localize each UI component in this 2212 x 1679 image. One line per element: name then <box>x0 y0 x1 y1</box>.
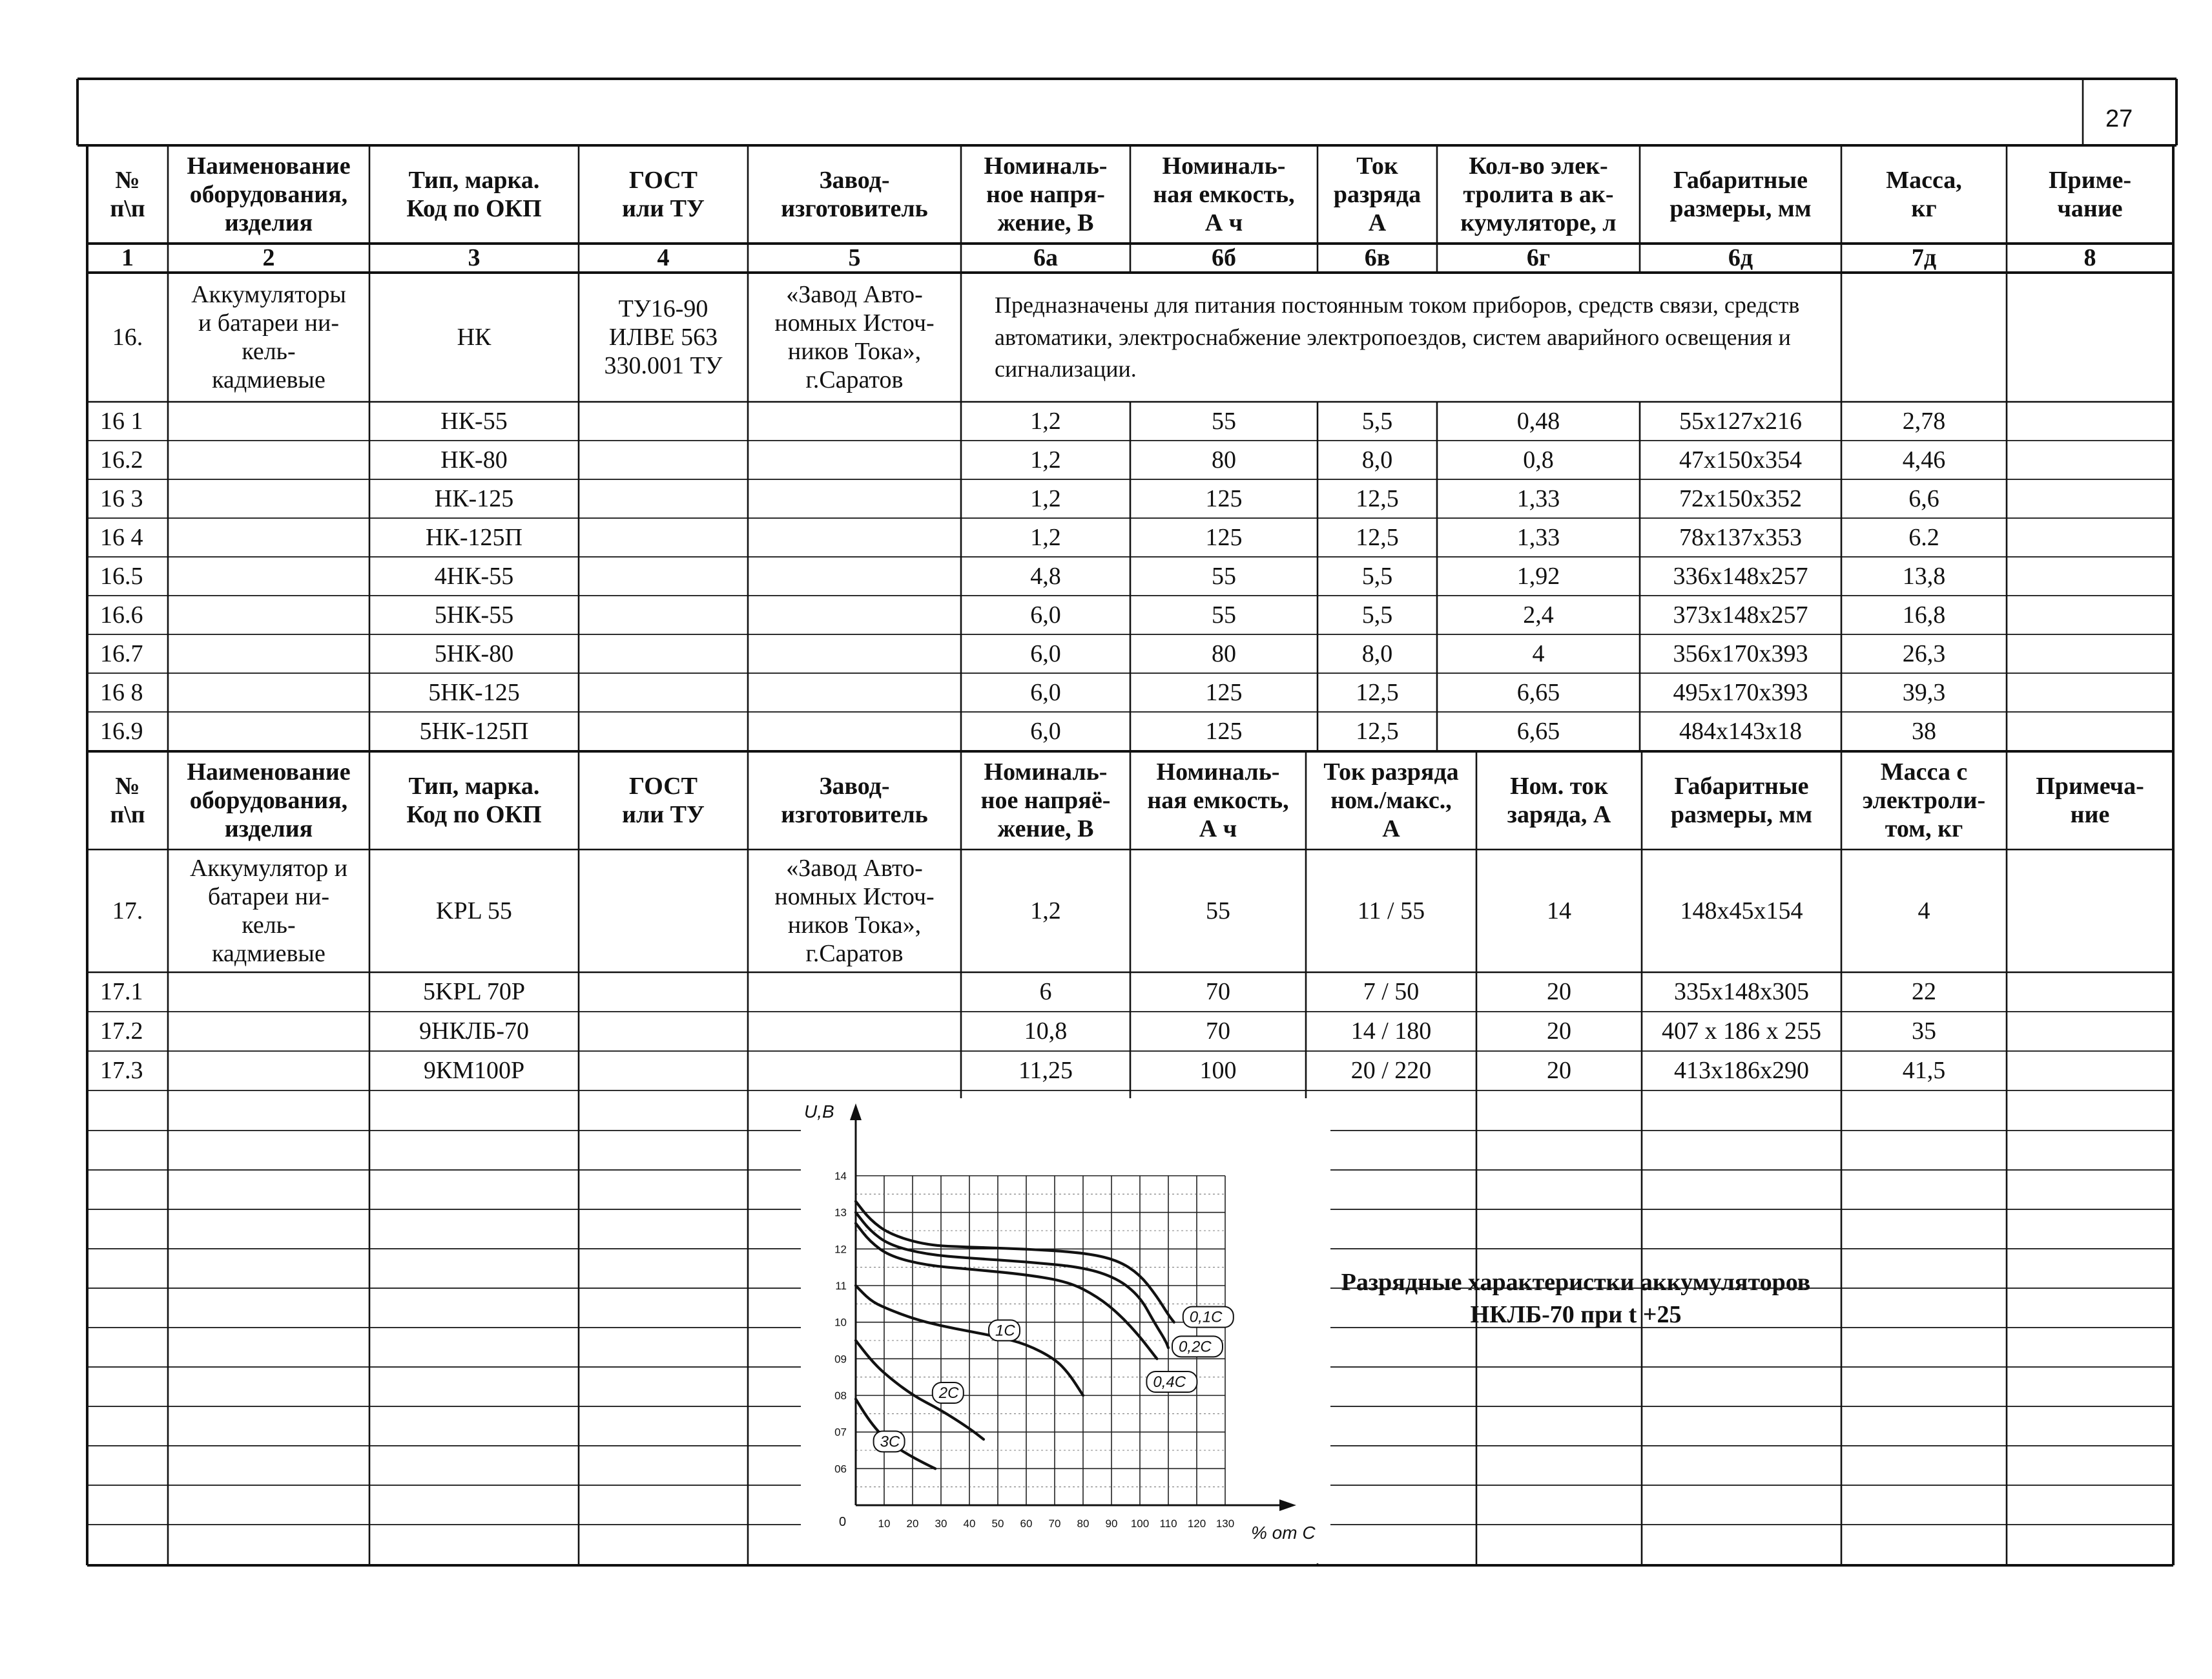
row-dims: 336x148x257 <box>1673 562 1808 590</box>
row-electrolyte: 1,33 <box>1516 523 1560 551</box>
x-tick-label: 90 <box>1105 1517 1118 1530</box>
header2-plant: Завод- изготовитель <box>781 772 928 828</box>
y-tick-label: 11 <box>835 1280 847 1292</box>
row-num: 16 1 <box>100 407 143 435</box>
row-current: 12,5 <box>1356 678 1399 706</box>
row-voltage: 6,0 <box>1030 717 1061 745</box>
row-type: 5НК-125 <box>428 678 520 706</box>
series-label: 0,2С <box>1179 1338 1212 1356</box>
series-label: 0,1С <box>1189 1308 1223 1326</box>
row-mass: 2,78 <box>1902 407 1946 435</box>
row-num: 16.7 <box>100 640 143 667</box>
row-dims: 78x137x353 <box>1679 523 1802 551</box>
row-type: 5KPL 70P <box>422 978 525 1006</box>
x-tick-label: 110 <box>1159 1517 1177 1530</box>
row-num: 17.3 <box>100 1057 143 1085</box>
group17-dims: 148x45x154 <box>1680 897 1803 924</box>
row-num: 16 3 <box>100 485 143 512</box>
row-current: 5,5 <box>1361 407 1393 435</box>
header2-note: Примеча- ние <box>2036 772 2144 828</box>
row-current: 7 / 50 <box>1363 978 1420 1006</box>
row-type: 4НК-55 <box>434 562 514 590</box>
col-number: 6д <box>1728 244 1753 272</box>
row-num: 16.9 <box>100 717 143 745</box>
row-electrolyte: 0,48 <box>1516 407 1560 435</box>
row-dims: 413x186x290 <box>1674 1057 1809 1085</box>
row-electrolyte: 6,65 <box>1516 717 1560 745</box>
header2-charge: Ном. ток заряда, А <box>1507 772 1611 828</box>
row-current: 8,0 <box>1361 446 1393 474</box>
row-mass: 4,46 <box>1902 446 1946 474</box>
y-tick-label: 08 <box>834 1390 847 1402</box>
x-tick-label: 80 <box>1077 1517 1090 1530</box>
row-capacity: 125 <box>1205 678 1243 706</box>
col-number: 6а <box>1033 244 1058 272</box>
group16-num: 16. <box>112 323 143 351</box>
group16-name: Аккумуляторы и батареи ни- кель- кадмиевые <box>191 280 346 394</box>
header-type: Тип, марка. Код по ОКП <box>406 166 542 222</box>
header2-name: Наименование оборудования, изделия <box>187 758 351 843</box>
col-number: 4 <box>657 244 670 272</box>
row-mass: 41,5 <box>1902 1057 1946 1085</box>
row-type: НК-125 <box>434 485 514 512</box>
row-mass: 13,8 <box>1902 562 1946 590</box>
x-tick-label: 130 <box>1215 1517 1235 1530</box>
header-gost: ГОСТ или ТУ <box>622 166 705 222</box>
row-voltage: 1,2 <box>1030 485 1061 512</box>
row-capacity: 100 <box>1199 1057 1237 1085</box>
row-type: 9НКЛБ-70 <box>419 1017 530 1045</box>
row-voltage: 6,0 <box>1030 640 1061 667</box>
row-current: 14 / 180 <box>1350 1017 1432 1045</box>
row-current: 5,5 <box>1361 562 1393 590</box>
x-tick-label: 50 <box>991 1517 1004 1530</box>
row-electrolyte: 1,92 <box>1516 562 1560 590</box>
group17-voltage: 1,2 <box>1030 897 1061 924</box>
row-voltage: 1,2 <box>1030 523 1061 551</box>
x-tick-label: 100 <box>1130 1517 1150 1530</box>
row-voltage: 6 <box>1039 978 1052 1006</box>
x-axis-label: % от С <box>1251 1523 1316 1543</box>
row-type: 5НК-80 <box>434 640 514 667</box>
group17-plant: «Завод Авто- номных Источ- ников Тока», г.Саратов <box>774 854 935 968</box>
header-plant: Завод- изготовитель <box>781 166 928 222</box>
row-charge: 20 <box>1547 1057 1571 1085</box>
row-mass: 39,3 <box>1902 678 1946 706</box>
row-capacity: 70 <box>1206 1017 1230 1045</box>
col-number: 6г <box>1526 244 1551 272</box>
series-label: 2С <box>938 1384 959 1402</box>
row-electrolyte: 2,4 <box>1523 601 1554 629</box>
row-charge: 20 <box>1547 1017 1571 1045</box>
row-charge: 20 <box>1547 978 1571 1006</box>
header2-current: Ток разряда ном./макс., А <box>1323 758 1459 843</box>
row-current: 8,0 <box>1361 640 1393 667</box>
y-tick-label: 13 <box>834 1206 847 1219</box>
row-dims: 407 x 186 x 255 <box>1662 1017 1821 1045</box>
group17-mass: 4 <box>1917 897 1930 924</box>
header-dims: Габаритные размеры, мм <box>1669 166 1812 222</box>
row-current: 20 / 220 <box>1350 1057 1432 1085</box>
header-name: Наименование оборудования, изделия <box>187 152 351 237</box>
row-voltage: 10,8 <box>1024 1017 1068 1045</box>
row-voltage: 11,25 <box>1018 1057 1073 1085</box>
col-number: 7д <box>1911 244 1937 272</box>
row-dims: 47x150x354 <box>1679 446 1802 474</box>
row-electrolyte: 6,65 <box>1516 678 1560 706</box>
group16-plant: «Завод Авто- номных Источ- ников Тока», г.Саратов <box>774 280 935 394</box>
group16-type: НК <box>457 323 491 351</box>
col-number: 8 <box>2083 244 2096 272</box>
row-type: НК-125П <box>426 523 522 551</box>
series-label: 1С <box>995 1322 1015 1340</box>
group17-current: 11 / 55 <box>1357 897 1425 924</box>
row-dims: 55x127x216 <box>1679 407 1802 435</box>
row-mass: 38 <box>1912 717 1936 745</box>
row-voltage: 6,0 <box>1030 601 1061 629</box>
row-type: 9КМ100Р <box>423 1057 525 1085</box>
y-tick-label: 06 <box>834 1463 847 1476</box>
row-num: 16.6 <box>100 601 143 629</box>
row-type: 5НК-125П <box>419 717 529 745</box>
row-mass: 35 <box>1912 1017 1936 1045</box>
row-dims: 356x170x393 <box>1673 640 1808 667</box>
row-mass: 16,8 <box>1902 601 1946 629</box>
col-number: 3 <box>468 244 481 272</box>
header2-gost: ГОСТ или ТУ <box>622 772 705 828</box>
row-dims: 335x148x305 <box>1674 978 1809 1006</box>
row-capacity: 125 <box>1205 523 1243 551</box>
row-num: 17.2 <box>100 1017 143 1045</box>
row-mass: 22 <box>1912 978 1936 1006</box>
group16-gost: ТУ16-90 ИЛВЕ 563 330.001 ТУ <box>604 295 723 380</box>
row-voltage: 1,2 <box>1030 407 1061 435</box>
group17-charge: 14 <box>1547 897 1571 924</box>
row-mass: 6.2 <box>1908 523 1939 551</box>
col-number: 6в <box>1364 244 1390 272</box>
x-tick-label: 120 <box>1187 1517 1206 1530</box>
y-tick-label: 10 <box>834 1316 847 1329</box>
group16-description: Предназначены для питания постоянным током приборов, средств связи, средств автоматики, электроснабжение электропоездов, систем аварийного освещения и сигнализации. <box>995 292 1800 382</box>
group17-capacity: 55 <box>1206 897 1230 924</box>
y-tick-label: 09 <box>834 1353 847 1366</box>
header-electrolyte: Кол-во элек- тролита в ак- кумуляторе, л <box>1460 152 1617 237</box>
x-tick-label: 70 <box>1048 1517 1061 1530</box>
row-current: 12,5 <box>1356 485 1399 512</box>
row-capacity: 70 <box>1206 978 1230 1006</box>
row-capacity: 125 <box>1205 485 1243 512</box>
x-tick-label: 60 <box>1020 1517 1033 1530</box>
row-type: НК-80 <box>440 446 508 474</box>
header2-dims: Габаритные размеры, мм <box>1670 772 1813 828</box>
header2-mass: Масса с электроли- том, кг <box>1862 758 1986 843</box>
row-voltage: 1,2 <box>1030 446 1061 474</box>
row-dims: 484x143x18 <box>1679 717 1802 745</box>
row-mass: 26,3 <box>1902 640 1946 667</box>
x-tick-label: 10 <box>878 1517 891 1530</box>
y-tick-label: 12 <box>834 1243 847 1256</box>
row-capacity: 125 <box>1205 717 1243 745</box>
row-dims: 72x150x352 <box>1679 485 1802 512</box>
row-mass: 6,6 <box>1908 485 1939 512</box>
row-num: 16 4 <box>100 523 143 551</box>
header-note: Приме- чание <box>2049 166 2131 222</box>
row-voltage: 6,0 <box>1030 678 1061 706</box>
row-num: 16.5 <box>100 562 143 590</box>
row-type: 5НК-55 <box>434 601 514 629</box>
header-mass: Масса, кг <box>1886 166 1962 222</box>
discharge-chart <box>801 1098 1330 1563</box>
col-number: 2 <box>262 244 275 272</box>
chart-background <box>801 1098 1330 1563</box>
y-tick-label: 14 <box>834 1170 847 1182</box>
col-number: 5 <box>848 244 861 272</box>
x-tick-label: 30 <box>935 1517 947 1530</box>
header2-type: Тип, марка. Код по ОКП <box>406 772 542 828</box>
chart-title: Разрядные характеристки аккумуляторов НКЛБ-70 при t +25 <box>1341 1269 1811 1329</box>
series-label: 0,4С <box>1153 1373 1186 1391</box>
header-current: Ток разряда А <box>1333 152 1421 237</box>
row-capacity: 55 <box>1212 407 1236 435</box>
y-tick-label: 07 <box>834 1426 847 1439</box>
header-capacity: Номиналь- ная емкость, А ч <box>1153 152 1295 237</box>
header2-capacity: Номиналь- ная емкость, А ч <box>1147 758 1289 843</box>
row-electrolyte: 1,33 <box>1516 485 1560 512</box>
col-number: 6б <box>1212 244 1236 272</box>
row-num: 17.1 <box>100 978 143 1006</box>
series-label: 3С <box>880 1433 900 1451</box>
x-tick-label: 40 <box>963 1517 976 1530</box>
header2-voltage: Номиналь- ное напряё- жение, В <box>980 758 1111 843</box>
row-dims: 495x170x393 <box>1673 678 1808 706</box>
row-electrolyte: 0,8 <box>1523 446 1554 474</box>
row-type: НК-55 <box>440 407 508 435</box>
row-num: 16 8 <box>100 678 143 706</box>
header-voltage: Номиналь- ное напря- жение, В <box>984 152 1108 237</box>
header-num: № п\п <box>110 166 145 222</box>
col-number: 1 <box>121 244 134 272</box>
header2-num: № п\п <box>110 772 145 828</box>
row-capacity: 80 <box>1212 446 1236 474</box>
group17-type: KPL 55 <box>436 897 512 924</box>
x-tick-label: 20 <box>906 1517 919 1530</box>
row-capacity: 80 <box>1212 640 1236 667</box>
row-num: 16.2 <box>100 446 143 474</box>
page-number: 27 <box>2105 105 2133 132</box>
group17-name: Аккумулятор и батареи ни- кель- кадмиевые <box>189 854 348 968</box>
row-dims: 373x148x257 <box>1673 601 1808 629</box>
row-current: 5,5 <box>1361 601 1393 629</box>
row-capacity: 55 <box>1212 562 1236 590</box>
row-capacity: 55 <box>1212 601 1236 629</box>
y-axis-label: U,В <box>804 1101 834 1121</box>
row-electrolyte: 4 <box>1532 640 1545 667</box>
row-current: 12,5 <box>1356 717 1399 745</box>
row-voltage: 4,8 <box>1030 562 1061 590</box>
x-origin-label: 0 <box>839 1515 847 1529</box>
group17-num: 17. <box>112 897 143 924</box>
row-current: 12,5 <box>1356 523 1399 551</box>
